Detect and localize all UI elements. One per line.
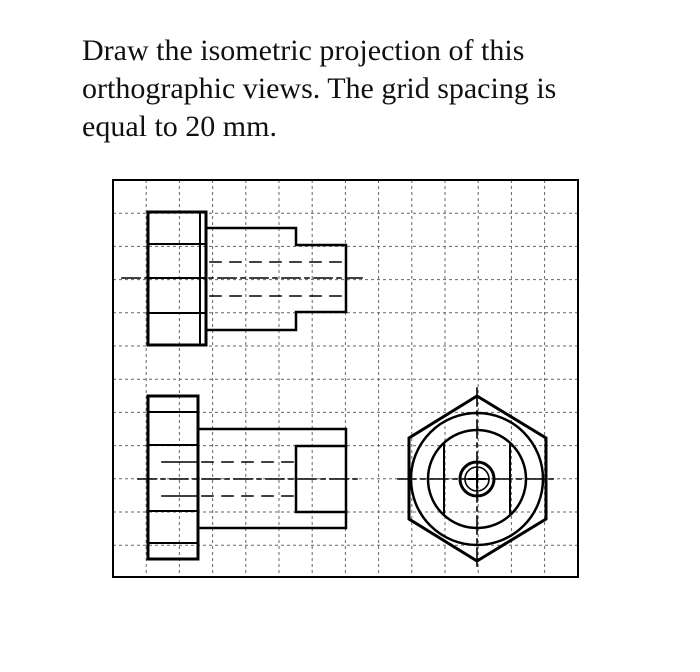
question-line-1: Draw the isometric projection of this xyxy=(82,34,525,67)
top-view-shank-outline xyxy=(206,228,346,330)
side-view xyxy=(398,388,556,570)
question-line-3: equal to 20 mm. xyxy=(82,110,277,143)
top-view xyxy=(122,212,362,345)
front-view-head xyxy=(148,396,198,559)
question-line-2: orthographic views. The grid spacing is xyxy=(82,72,557,105)
front-view xyxy=(138,396,358,559)
